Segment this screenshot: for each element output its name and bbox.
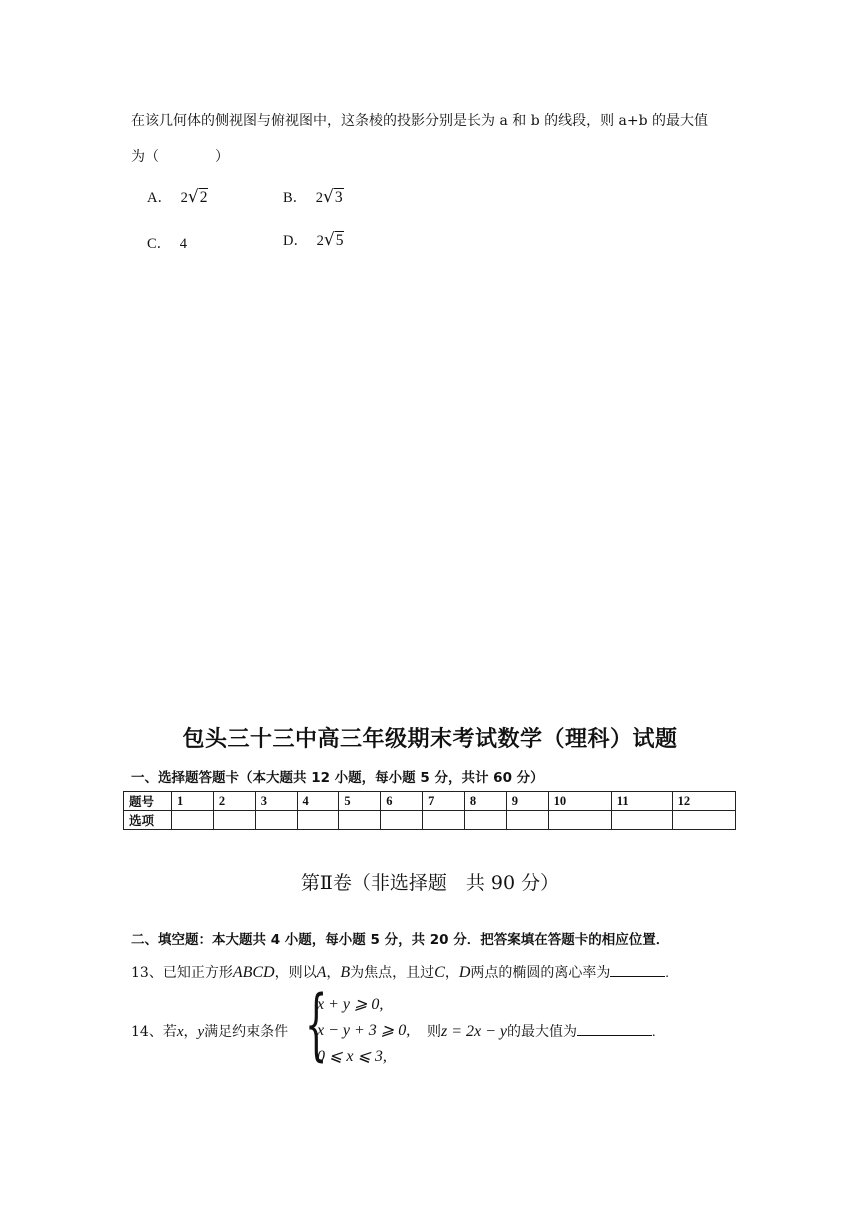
sqrt-symbol: √5	[323, 230, 344, 250]
option-c-label: C．	[147, 236, 172, 252]
question-text-line2: 为（ ）	[131, 149, 229, 165]
sqrt-symbol: √3	[323, 187, 343, 207]
question-14-suffix: 则z = 2x − y的最大值为 .	[427, 1023, 656, 1040]
question-14-prefix: 14、若x，y满足约束条件	[131, 1024, 289, 1040]
answer-card-cell	[172, 811, 214, 830]
answer-card-number: 7	[423, 792, 465, 811]
answer-card-cell	[672, 811, 735, 830]
left-brace: {	[305, 980, 328, 1070]
answer-card-number: 3	[255, 792, 297, 811]
constraint-1: x + y ⩾ 0,	[317, 996, 384, 1013]
exam-title: 包头三十三中高三年级期末考试数学（理科）试题	[182, 727, 678, 752]
sqrt-symbol: √2	[187, 187, 208, 207]
question-number: 14、	[131, 1024, 163, 1040]
option-d	[283, 229, 344, 250]
option-b	[283, 186, 344, 207]
answer-card-number: 12	[672, 792, 735, 811]
answer-card-cell	[464, 811, 506, 830]
answer-card-number-row	[124, 792, 736, 811]
option-b-label: B．	[283, 190, 308, 206]
constraint-2: x − y + 3 ⩾ 0,	[317, 1022, 411, 1039]
answer-card-number: 5	[339, 792, 381, 811]
constraint-3: 0 ⩽ x ⩽ 3,	[317, 1048, 387, 1065]
option-c	[147, 232, 187, 253]
answer-card-number: 9	[506, 792, 548, 811]
answer-card-number: 4	[297, 792, 339, 811]
answer-blank	[577, 1021, 652, 1036]
answer-card-number: 8	[464, 792, 506, 811]
answer-card-number: 6	[381, 792, 423, 811]
answer-card-option-row	[124, 811, 736, 830]
option-a-coef: 2	[180, 190, 188, 206]
option-a	[147, 186, 208, 207]
option-d-label: D．	[283, 233, 308, 249]
section1-heading: 一、选择题答题卡（本大题共 12 小题，每小题 5 分，共计 60 分）	[131, 770, 544, 786]
answer-card-header-number: 题号	[124, 792, 172, 811]
part2-title: 第Ⅱ卷（非选择题 共 90 分）	[300, 872, 560, 894]
answer-card-number: 1	[172, 792, 214, 811]
answer-card-cell	[297, 811, 339, 830]
section2-heading: 二、填空题：本大题共 4 小题，每小题 5 分，共 20 分．把答案填在答题卡的相应位置．	[131, 932, 670, 948]
option-c-value: 4	[179, 236, 188, 252]
answer-card-cell	[548, 811, 611, 830]
answer-card-number: 2	[213, 792, 255, 811]
option-a-label: A．	[147, 190, 172, 206]
answer-blank	[610, 962, 665, 977]
answer-card-cell	[213, 811, 255, 830]
option-d-coef: 2	[316, 233, 324, 249]
question-13: 13、已知正方形ABCD，则以A，B为焦点，且过C，D两点的椭圆的离心率为 .	[131, 964, 669, 981]
answer-card-header-option: 选项	[124, 811, 172, 830]
answer-card-cell	[381, 811, 423, 830]
question-number: 13、	[131, 965, 163, 981]
question-text-line1: 在该几何体的侧视图与俯视图中，这条棱的投影分别是长为 a 和 b 的线段，则 a+b 的最大值	[131, 113, 709, 129]
answer-card-number: 10	[548, 792, 611, 811]
answer-card-cell	[506, 811, 548, 830]
answer-card-number: 11	[611, 792, 672, 811]
answer-card-cell	[611, 811, 672, 830]
option-b-coef: 2	[315, 190, 324, 206]
answer-card-cell	[339, 811, 381, 830]
answer-card-table	[123, 791, 736, 830]
answer-card-cell	[423, 811, 465, 830]
answer-card-cell	[255, 811, 297, 830]
